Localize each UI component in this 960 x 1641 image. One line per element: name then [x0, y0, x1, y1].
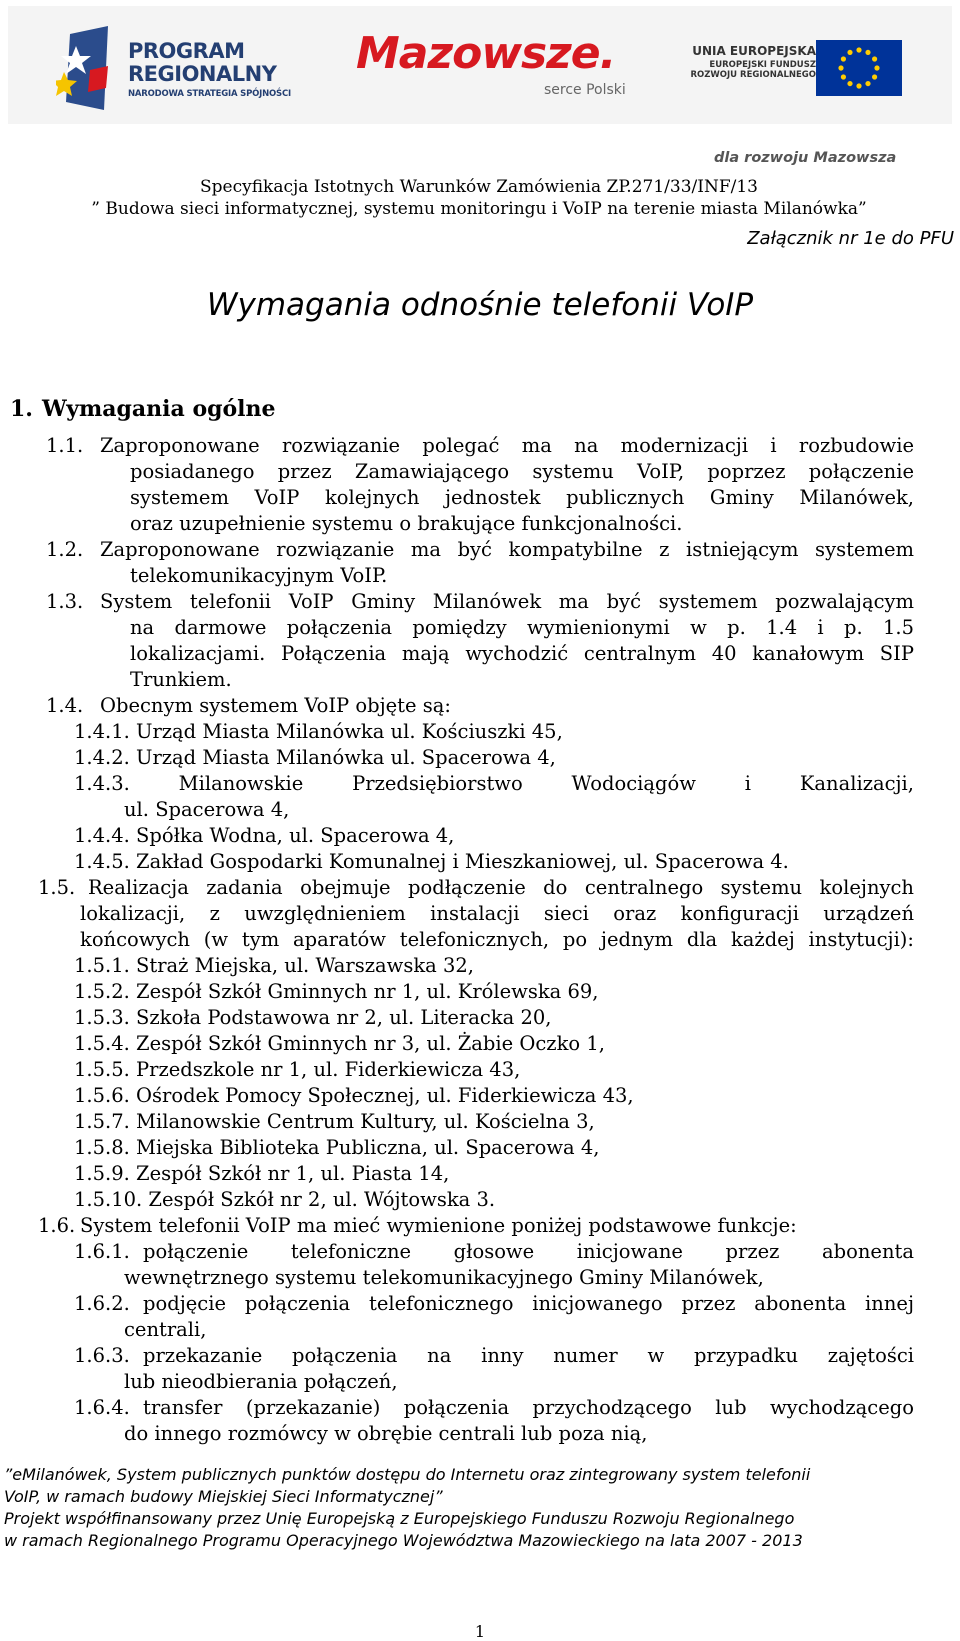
unia-europejska-logo — [668, 36, 908, 102]
list-item: 1.4.1. Urząd Miasta Milanówka ul. Kościuszki 45, — [74, 720, 563, 743]
paragraph-line: lokalizacji, z uwzględnieniem instalacji sieci oraz konfiguracji urządzeń — [80, 902, 914, 925]
eu-star-icon — [865, 50, 870, 55]
paragraph-line: Zaproponowane rozwiązanie polegać ma na modernizacji i rozbudowie — [100, 434, 914, 457]
attachment-label: Załącznik nr 1e do PFU — [747, 228, 954, 249]
list-item: 1.5.10. Zespół Szkół nr 2, ul. Wójtowska 3. — [74, 1188, 496, 1211]
paragraph-line: System telefonii VoIP ma mieć wymienione poniżej podstawowe funkcje: — [80, 1214, 797, 1237]
eu-star-icon — [841, 56, 846, 61]
logo-banner — [8, 6, 952, 124]
narodowa-strategia-text: NARODOWA STRATEGIA SPÓJNOŚCI — [128, 89, 291, 99]
paragraph-line: końcowych (w tym aparatów telefonicznych, po jednym dla każdej instytucji): — [80, 928, 914, 951]
eu-flag-icon — [816, 40, 902, 96]
list-item: 1.5.8. Miejska Biblioteka Publiczna, ul. Spacerowa 4, — [74, 1136, 600, 1159]
paragraph-line: Realizacja zadania obejmuje podłączenie do centralnego systemu kolejnych — [88, 876, 914, 899]
list-item: 1.5.4. Zespół Szkół Gminnych nr 3, ul. Żabie Oczko 1, — [74, 1032, 605, 1055]
list-item: lub nieodbierania połączeń, — [124, 1370, 398, 1393]
footer-line: Projekt współfinansowany przez Unię Europejską z Europejskiego Funduszu Rozwoju Regionalnego — [4, 1509, 795, 1528]
list-item: 1.5.5. Przedszkole nr 1, ul. Fiderkiewicza 43, — [74, 1058, 521, 1081]
list-item: podjęcie połączenia telefonicznego inicjowanego przez abonenta innej — [143, 1292, 914, 1315]
item-number: 1.4. — [46, 694, 84, 717]
list-item: 1.5.2. Zespół Szkół Gminnych nr 1, ul. Królewska 69, — [74, 980, 599, 1003]
mazowsze-logo — [356, 28, 626, 108]
eu-star-icon — [872, 56, 877, 61]
list-item: połączenie telefoniczne głosowe inicjowane przez abonenta — [143, 1240, 914, 1263]
program-regionalny-text: PROGRAM REGIONALNY — [128, 39, 277, 86]
list-item: 1.4.2. Urząd Miasta Milanówka ul. Spacerowa 4, — [74, 746, 556, 769]
list-item: 1.5.9. Zespół Szkół nr 1, ul. Piasta 14, — [74, 1162, 450, 1185]
list-item: 1.5.6. Ośrodek Pomocy Społecznej, ul. Fiderkiewicza 43, — [74, 1084, 634, 1107]
efrr-text: EUROPEJSKI FUNDUSZ ROZWOJU REGIONALNEGO — [690, 60, 816, 80]
unia-europejska-text: UNIA EUROPEJSKA — [692, 44, 816, 58]
list-item: 1.5.7. Milanowskie Centrum Kultury, ul. Kościelna 3, — [74, 1110, 595, 1133]
list-item: przekazanie połączenia na inny numer w przypadku zajętości — [143, 1344, 914, 1367]
list-item: wewnętrznego systemu telekomunikacyjnego Gminy Milanówek, — [124, 1266, 764, 1289]
eu-star-icon — [847, 81, 852, 86]
section-heading: 1. Wymagania ogólne — [10, 396, 276, 422]
item-number: 1.1. — [46, 434, 84, 457]
paragraph-line: Trunkiem. — [130, 668, 232, 691]
eu-star-icon — [872, 74, 877, 79]
mazowsze-wordmark: Mazowsze. — [356, 28, 616, 79]
eu-star-icon — [874, 65, 879, 70]
paragraph-line: lokalizacjami. Połączenia mają wychodzić centralnym 40 kanałowym SIP — [130, 642, 914, 665]
project-header: ” Budowa sieci informatycznej, systemu monitoringu i VoIP na terenie miasta Milanówka” — [91, 199, 867, 219]
paragraph-line: posiadanego przez Zamawiającego systemu VoIP, poprzez połączenie — [130, 460, 914, 483]
eu-star-icon — [865, 81, 870, 86]
page-number: 1 — [474, 1622, 486, 1641]
item-number: 1.5. — [38, 876, 76, 899]
program-regionalny-logo — [56, 20, 316, 116]
paragraph-line: Obecnym systemem VoIP objęte są: — [100, 694, 451, 717]
item-number: 1.6.1. — [74, 1240, 130, 1263]
list-item: 1.5.3. Szkoła Podstawowa nr 2, ul. Literacka 20, — [74, 1006, 552, 1029]
list-item: centrali, — [124, 1318, 207, 1341]
eu-star-icon — [847, 50, 852, 55]
paragraph-line: System telefonii VoIP Gminy Milanówek ma być systemem pozwalającym — [100, 590, 914, 613]
footer-line: VoIP, w ramach budowy Miejskiej Sieci Informatycznej” — [4, 1487, 443, 1506]
list-item: 1.4.3. Milanowskie Przedsiębiorstwo Wodociągów i Kanalizacji, — [74, 772, 914, 795]
item-number: 1.2. — [46, 538, 84, 561]
list-item: 1.5.1. Straż Miejska, ul. Warszawska 32, — [74, 954, 475, 977]
item-number: 1.6.4. — [74, 1396, 130, 1419]
footer-line: ”eMilanówek, System publicznych punktów dostępu do Internetu oraz zintegrowany system telefonii — [4, 1465, 811, 1484]
list-item: transfer (przekazanie) połączenia przychodzącego lub wychodzącego — [143, 1396, 914, 1419]
item-number: 1.6.3. — [74, 1344, 130, 1367]
item-number: 1.6. — [38, 1214, 76, 1237]
eu-star-icon — [856, 83, 861, 88]
document-title: Wymagania odnośnie telefonii VoIP — [206, 287, 754, 323]
list-item: 1.4.4. Spółka Wodna, ul. Spacerowa 4, — [74, 824, 455, 847]
program-regionalny-emblem-icon — [56, 26, 118, 110]
paragraph-line: Zaproponowane rozwiązanie ma być kompatybilne z istniejącym systemem — [100, 538, 914, 561]
eu-star-icon — [856, 47, 861, 52]
footer-line: w ramach Regionalnego Programu Operacyjnego Województwa Mazowieckiego na lata 2007 - 2013 — [4, 1531, 803, 1550]
paragraph-line: systemem VoIP kolejnych jednostek publicznych Gminy Milanówek, — [130, 486, 914, 509]
list-item: 1.4.5. Zakład Gospodarki Komunalnej i Mieszkaniowej, ul. Spacerowa 4. — [74, 850, 789, 873]
paragraph-line: telekomunikacyjnym VoIP. — [130, 564, 388, 587]
eu-star-icon — [838, 65, 843, 70]
list-item: ul. Spacerowa 4, — [124, 798, 290, 821]
serce-polski-tagline: serce Polski — [544, 82, 626, 98]
eu-star-icon — [841, 74, 846, 79]
item-number: 1.6.2. — [74, 1292, 130, 1315]
paragraph-line: oraz uzupełnienie systemu o brakujące funkcjonalności. — [130, 512, 683, 535]
dla-rozwoju-mazowsza-slogan: dla rozwoju Mazowsza — [714, 150, 897, 166]
spec-header: Specyfikacja Istotnych Warunków Zamówienia ZP.271/33/INF/13 — [200, 177, 758, 197]
paragraph-line: na darmowe połączenia pomiędzy wymienionymi w p. 1.4 i p. 1.5 — [130, 616, 914, 639]
list-item: do innego rozmówcy w obrębie centrali lub poza nią, — [124, 1422, 648, 1445]
item-number: 1.3. — [46, 590, 84, 613]
